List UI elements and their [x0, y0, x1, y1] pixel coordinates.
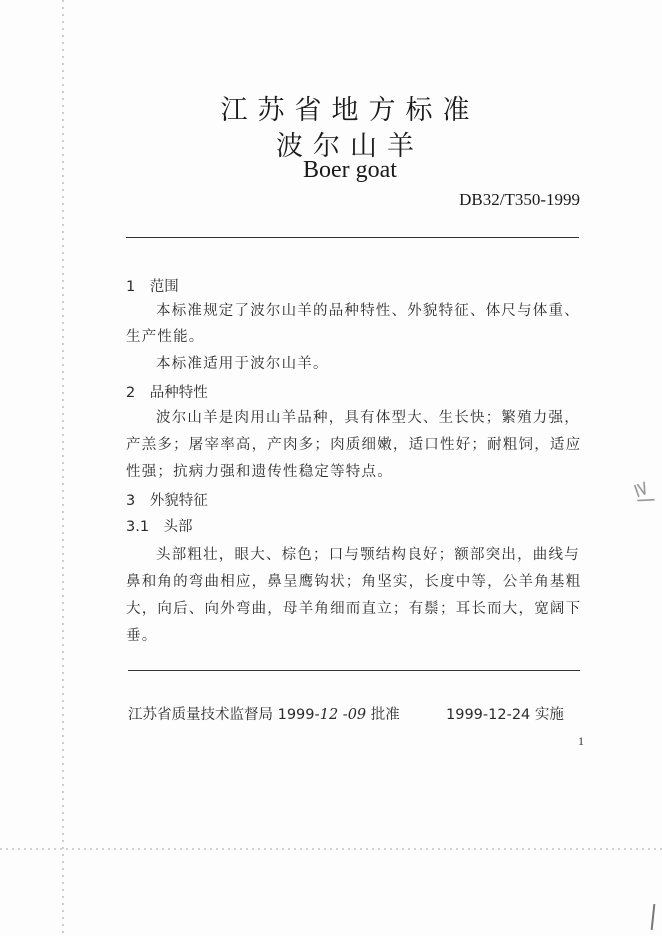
section-1-para-2-line-1: 本标准适用于波尔山羊。	[156, 356, 329, 372]
section-1-heading: 1 范围	[126, 279, 179, 295]
approval-suffix: 批准	[366, 707, 400, 723]
section-3-1-heading: 3.1 头部	[126, 519, 193, 535]
page-number: 1	[578, 734, 584, 748]
section-3-heading: 3 外貌特征	[126, 493, 208, 509]
section-3-1-para-line-2: 鼻和角的弯曲相应，鼻呈鹰钩状；角坚实，长度中等，公羊角基粗	[126, 574, 582, 590]
section-2-para-line-3: 性强；抗病力强和遗传性稳定等特点。	[126, 464, 393, 480]
section-3-1-para-line-4: 垂。	[126, 628, 158, 644]
section-1-para-1-line-1: 本标准规定了波尔山羊的品种特性、外貌特征、体尺与体重、	[156, 303, 580, 319]
section-3-1-para-line-1: 头部粗壮，眼大、棕色；口与颚结构良好；额部突出，曲线与	[156, 547, 580, 563]
section-2-para-line-1: 波尔山羊是肉用山羊品种，具有体型大、生长快；繁殖力强，	[156, 410, 580, 426]
section-2-para-line-2: 产羔多；屠宰率高，产肉多；肉质细嫩，适口性好；耐粗饲，适应	[126, 437, 582, 453]
section-1-para-1-line-2: 生产性能。	[126, 329, 205, 345]
scan-edge-bottom	[0, 848, 662, 850]
scan-mark-right	[651, 904, 656, 930]
approval-org: 江苏省质量技术监督局 1999-	[128, 707, 320, 723]
standard-number: DB32/T350-1999	[459, 190, 580, 209]
effective-date: 1999-12-24 实施	[446, 707, 564, 723]
standard-subject-title: 波尔山羊	[276, 131, 424, 162]
standard-category-title: 江苏省地方标准	[220, 95, 480, 126]
section-3-1-para-line-3: 大，向后、向外弯曲，母羊角细而直立；有鬃；耳长而大，宽阔下	[126, 601, 582, 617]
margin-pencil-mark: ≥/	[628, 476, 660, 508]
footer-divider	[128, 670, 580, 671]
approval-date-handwritten: 12 -09	[319, 707, 367, 723]
section-2-heading: 2 品种特性	[126, 385, 208, 401]
approval-line	[128, 703, 400, 724]
english-title: Boer goat	[303, 157, 397, 183]
header-divider	[126, 237, 579, 238]
